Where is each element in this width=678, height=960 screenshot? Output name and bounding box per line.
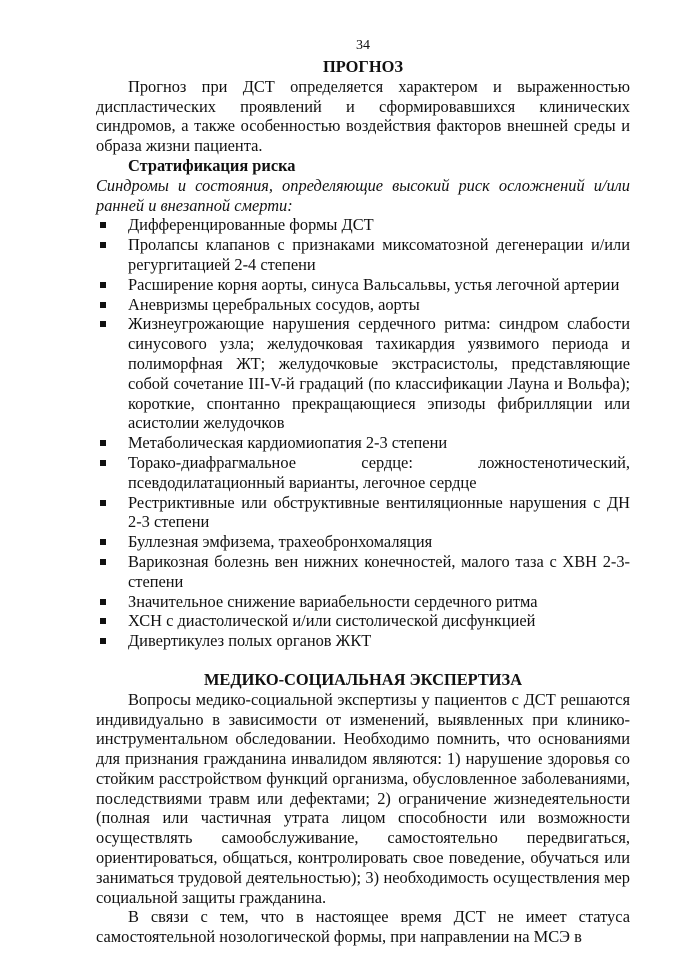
list-item <box>96 453 630 493</box>
list-item <box>96 611 630 631</box>
list-item <box>96 552 630 592</box>
list-item-text: Варикозная болезнь вен нижних конечностей, малого таза с ХВН 2-3-степени <box>128 551 630 591</box>
bullet-square-icon <box>100 618 106 624</box>
list-item-text: ХСН с диастолической и/или систолической дисфункцией <box>128 611 536 631</box>
bullet-square-icon <box>100 282 106 288</box>
bullet-square-icon <box>100 242 106 248</box>
bullet-square-icon <box>100 460 106 466</box>
risk-stratification-heading: Стратификация риска <box>128 155 296 175</box>
list-item-text: Значительное снижение вариабельности сердечного ритма <box>128 591 538 611</box>
bullet-square-icon <box>100 440 106 446</box>
list-item-text: Пролапсы клапанов с признаками миксоматозной дегенерации и/или регургитацией 2-4 степени <box>128 235 630 274</box>
prognosis-heading: ПРОГНОЗ <box>323 57 403 76</box>
list-item <box>96 215 630 235</box>
list-item-text: Рестриктивные или обструктивные вентиляционные нарушения с ДН 2-3 степени <box>128 492 630 532</box>
list-item <box>96 592 630 612</box>
list-item-text: Дивертикулез полых органов ЖКТ <box>128 631 372 651</box>
list-item-text: Расширение корня аорты, синуса Вальсальвы, устья легочной артерии <box>128 274 620 294</box>
bullet-square-icon <box>100 321 106 327</box>
page-number: 34 <box>356 38 370 53</box>
expertise-heading: МЕДИКО-СОЦИАЛЬНАЯ ЭКСПЕРТИЗА <box>203 669 523 689</box>
list-item-text: Жизнеугрожающие нарушения сердечного ритма: синдром слабости синусового узла; желудочковая тахикардия уязвимого периода и полиморфная ЖТ; желудочковые экстрасистолы, представляющие собой сочетание III-V-й градаций (по классификации Лауна и Вольфа); короткие, спонтанно прекращающиеся эпизоды фибрилляции или асистолии желудочков <box>128 314 630 433</box>
risk-list <box>96 215 630 651</box>
list-item <box>96 275 630 295</box>
list-item <box>96 631 630 651</box>
list-item <box>96 314 630 433</box>
bullet-square-icon <box>100 599 106 605</box>
section-spacer <box>96 651 630 670</box>
list-item <box>96 295 630 315</box>
bullet-square-icon <box>100 559 106 565</box>
list-item-text: Аневризмы церебральных сосудов, аорты <box>128 294 420 314</box>
prognosis-paragraph: Прогноз при ДСТ определяется характером и выраженностью диспластических проявлений и сформировавшихся клинических синдромов, а также особенностью воздействия факторов внешней среды и образа жизни пациента. <box>96 76 630 156</box>
expertise-paragraph-2: В связи с тем, что в настоящее время ДСТ не имеет статуса самостоятельной нозологической формы, при направлении на МСЭ в <box>96 907 630 947</box>
bullet-square-icon <box>100 222 106 228</box>
list-item-text: Метаболическая кардиомиопатия 2-3 степени <box>128 433 448 453</box>
list-item <box>96 433 630 453</box>
list-item-text: Буллезная эмфизема, трахеобронхомаляция <box>128 532 433 552</box>
bullet-square-icon <box>100 638 106 644</box>
list-item <box>96 235 630 275</box>
list-item-text: Дифференцированные формы ДСТ <box>128 215 374 235</box>
bullet-square-icon <box>100 539 106 545</box>
risk-intro: Синдромы и состояния, определяющие высокий риск осложнений и/или ранней и внезапной смерти: <box>96 175 630 215</box>
list-item <box>96 532 630 552</box>
bullet-square-icon <box>100 500 106 506</box>
bullet-square-icon <box>100 302 106 308</box>
list-item <box>96 493 630 533</box>
expertise-paragraph-1: Вопросы медико-социальной экспертизы у пациентов с ДСТ решаются индивидуально в зависимости от изменений, выявленных при клинико-инструментальном обследовании. Необходимо помнить, что основаниями для признания гражданина инвалидом являются: 1) нарушение здоровья со стойким расстройством функций организма, обусловленное заболеваниями, последствиями травм или дефектами; 2) ограничение жизнедеятельности (полная или частичная утрата лицом способности или возможности осуществлять самообслуживание, самостоятельно передвигаться, ориентироваться, общаться, контролировать свое поведение, обучаться или заниматься трудовой деятельностью); 3) необходимость осуществления мер социальной защиты гражданина. <box>96 689 630 907</box>
list-item-text: Торако-диафрагмальное сердце: ложностенотический, псевдодилатационный варианты, легочное сердце <box>128 452 630 492</box>
